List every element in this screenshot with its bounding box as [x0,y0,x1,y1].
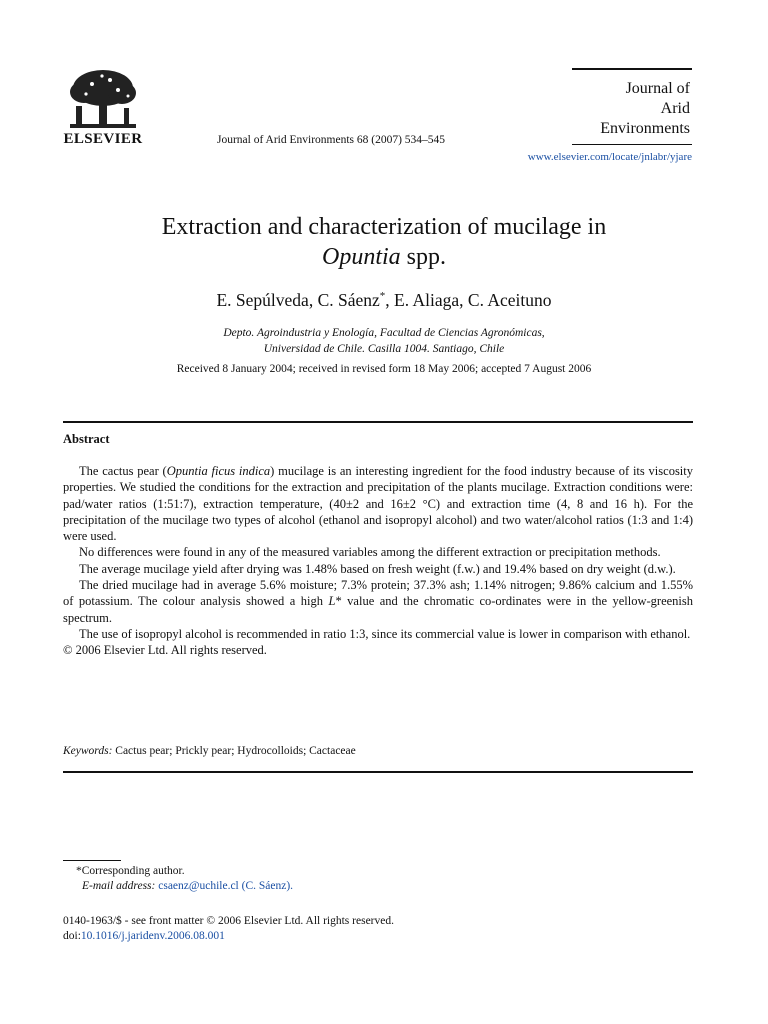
title-line: Extraction and characterization of mucilage in [161,214,607,240]
journal-rule [572,144,692,145]
lightness-symbol: L [328,594,336,609]
email-link[interactable]: csaenz@uchile.cl [158,880,239,892]
journal-citation: Journal of Arid Environments 68 (2007) 534–545 [217,134,446,146]
text-span: ) mucilage is an interesting ingredient for the food industry because of its viscosity properties. We studied the conditions for the extraction and precipitation of the plants mucilage. Extraction conditions were: pad/water ratios (1:51:7), extraction temperature, (40±2 and 16±2 °C) and extraction time (4, 8 and 16 h). For the precipitation of the mucilage two types of alcohol (ethanol and isopropyl alcohol) and two water/alcohol ratios (1:3 and 1:4) were used. [63,464,694,544]
abstract-bottom-rule [63,771,693,773]
affiliation [60,325,708,357]
journal-name-line: Arid [660,100,690,117]
abstract-paragraph: The average mucilage yield after drying was 1.48% based on fresh weight (f.w.) and 19.4% based on dry weight (d.w.). [79,561,676,576]
journal-url-link[interactable]: www.elsevier.com/locate/jnlabr/yjare [527,151,692,163]
corresponding-mark[interactable]: * [379,290,386,303]
doi-link[interactable]: 10.1016/j.jaridenv.2006.08.001 [80,930,225,942]
affiliation-line: Depto. Agroindustria y Enología, Facultad de Ciencias Agronómicas, [223,327,545,339]
keywords-label: Keywords: [63,745,113,757]
copyright-line: © 2006 Elsevier Ltd. All rights reserved. [63,643,267,658]
keywords-values: Cactus pear; Prickly pear; Hydrocolloids; Cactaceae [112,745,356,757]
abstract-paragraph [63,577,693,626]
footnote-rule [63,860,121,861]
text-span: The dried mucilage had in average 5.6% moisture; 7.3% protein; 37.3% ash; 1.14% nitrogen; 9.86% calcium and 1.55% of potassium. The colour analysis showed a high [63,578,693,609]
text-span: The cactus pear ( [79,464,167,478]
journal-name-box [572,68,692,139]
journal-name-line: Journal of [625,80,690,97]
abstract-paragraph: The use of isopropyl alcohol is recommended in ratio 1:3, since its commercial value is lower in comparison with ethanol. [79,626,691,641]
publisher-name: ELSEVIER [63,131,143,147]
abstract-top-rule [63,421,693,423]
journal-name-line: Environments [600,120,690,137]
doi-label: doi: [63,930,81,942]
email-owner: (C. Sáenz). [238,880,294,892]
article-title [60,212,708,272]
email-label: E-mail address: [82,880,156,892]
title-rest: spp. [400,244,446,270]
abstract-paragraph [63,463,693,544]
abstract-heading: Abstract [63,432,110,446]
text-span: * value and the chromatic co-ordinates were in the yellow-greenish spectrum. [63,594,693,625]
species-name: Opuntia ficus indica [166,464,271,478]
abstract-paragraph: No differences were found in any of the measured variables among the different extraction or precipitation methods. [79,545,661,560]
affiliation-line: Universidad de Chile. Casilla 1004. Santiago, Chile [263,343,505,355]
issn-line: 0140-1963/$ - see front matter © 2006 Elsevier Ltd. All rights reserved. [63,915,394,927]
keywords [63,745,356,757]
title-line [60,242,708,272]
doi-line [63,930,225,942]
email-note [82,880,293,892]
title-genus: Opuntia [321,244,401,270]
authors-part: , E. Aliaga, C. Aceituno [385,290,552,310]
authors-part: E. Sepúlveda, C. Sáenz [216,290,380,310]
corresponding-author-note: *Corresponding author. [76,865,185,877]
abstract-body [63,463,693,659]
received-dates: Received 8 January 2004; received in revised form 18 May 2006; accepted 7 August 2006 [176,363,592,375]
author-list [60,290,708,311]
